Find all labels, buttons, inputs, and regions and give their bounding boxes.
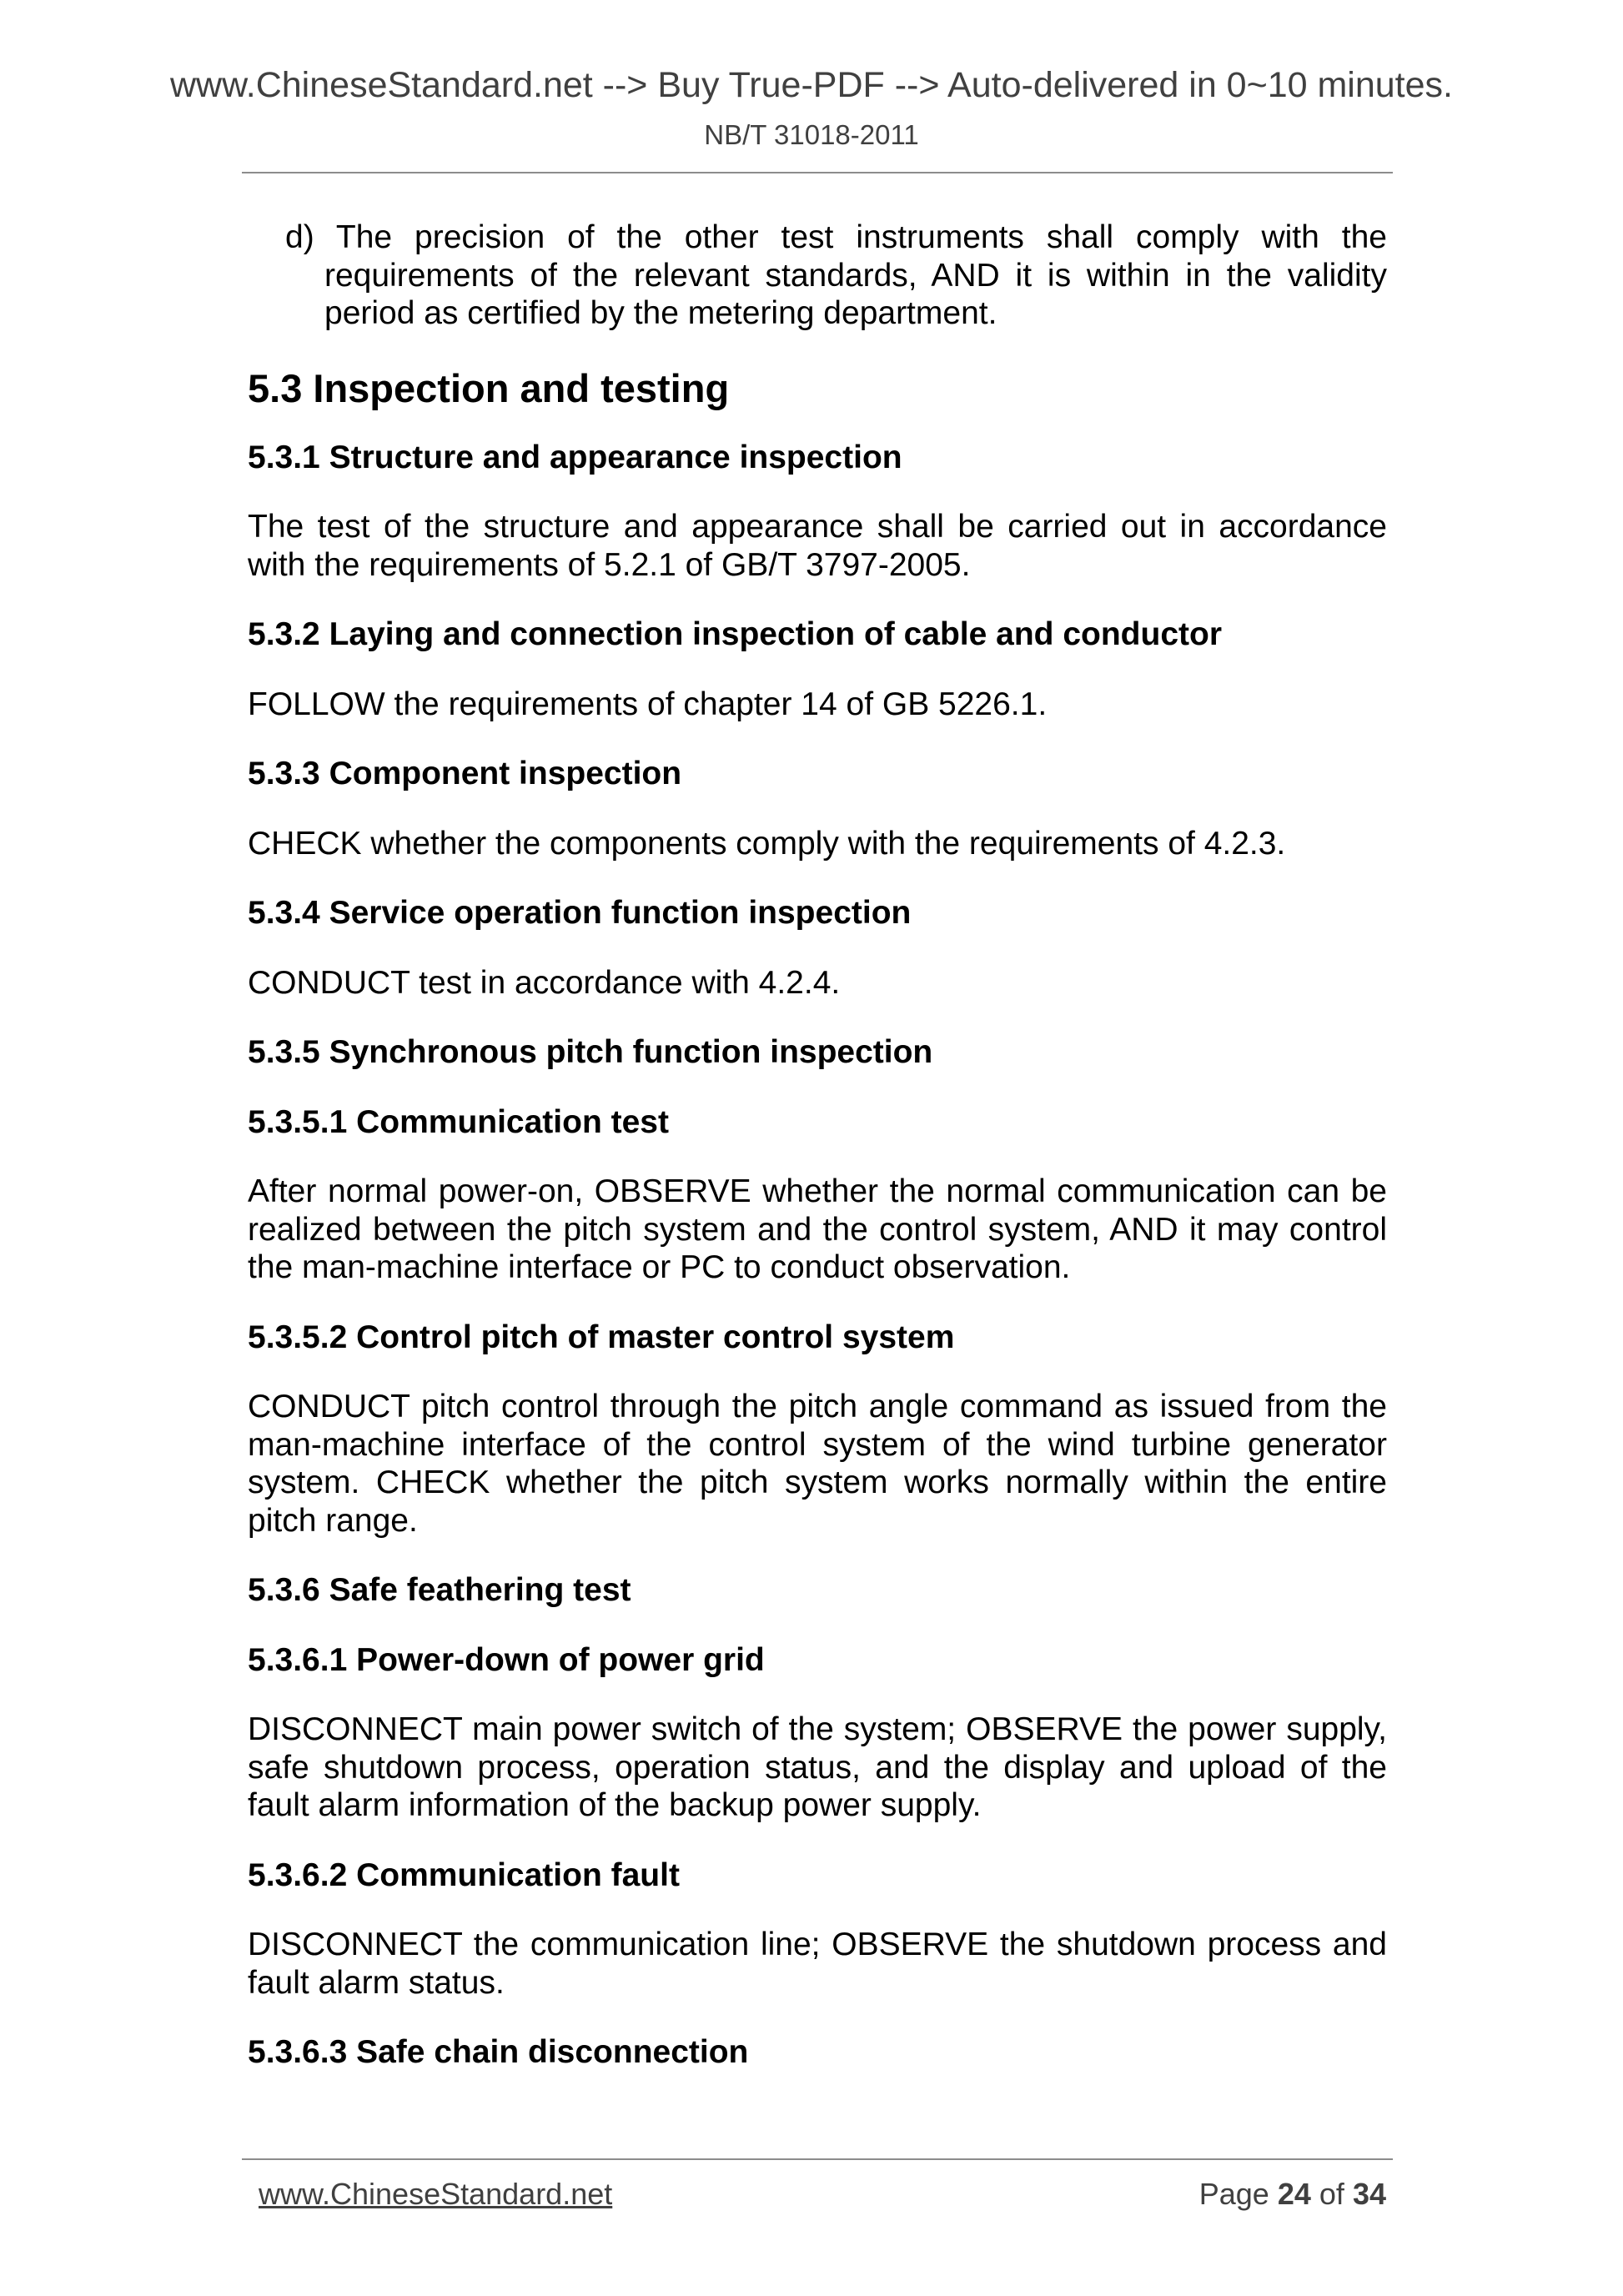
paragraph-5-3-5-2: CONDUCT pitch control through the pitch angle command as issued from the man-machine interface of the control system of the wind turbine generator system. CHECK whether the pitch system works normally within the entire pitch range. bbox=[248, 1389, 1387, 1539]
list-item-d: d) The precision of the other test instruments shall comply with the requirements of the relevant standards, AND it is within in the validity period as certified by the metering department. bbox=[285, 219, 1387, 331]
paragraph-5-3-5-1: After normal power-on, OBSERVE whether the normal communication can be realized between the pitch system and the control system, AND it may control the man-machine interface or PC to conduct observation. bbox=[248, 1173, 1387, 1285]
footer-site-link[interactable]: www.ChineseStandard.net bbox=[259, 2177, 613, 2211]
heading-5-3-2: 5.3.2 Laying and connection inspection of cable and conductor bbox=[248, 616, 1223, 652]
heading-5-3: 5.3 Inspection and testing bbox=[248, 365, 730, 410]
paragraph-5-3-6-1: DISCONNECT main power switch of the system; OBSERVE the power supply, safe shutdown process, operation status, and the display and upload of the fault alarm information of the backup power supply. bbox=[248, 1711, 1387, 1823]
page-indicator bbox=[1199, 2177, 1386, 2212]
page-total: 34 bbox=[1352, 2177, 1386, 2211]
page-content bbox=[248, 219, 1387, 2072]
footer-divider bbox=[242, 2158, 1393, 2160]
paragraph-5-3-3: CHECK whether the components comply with the requirements of 4.2.3. bbox=[248, 825, 1286, 862]
heading-5-3-5-1: 5.3.5.1 Communication test bbox=[248, 1103, 669, 1140]
heading-5-3-6-3: 5.3.6.3 Safe chain disconnection bbox=[248, 2034, 749, 2070]
header-divider bbox=[242, 172, 1393, 173]
paragraph-5-3-2: FOLLOW the requirements of chapter 14 of GB 5226.1. bbox=[248, 686, 1048, 722]
paragraph-5-3-6-2: DISCONNECT the communication line; OBSERVE the shutdown process and fault alarm status. bbox=[248, 1927, 1387, 2001]
paragraph-5-3-4: CONDUCT test in accordance with 4.2.4. bbox=[248, 964, 841, 1001]
page-word: Page bbox=[1198, 2177, 1269, 2211]
page-of: of bbox=[1319, 2177, 1344, 2211]
page-current: 24 bbox=[1277, 2177, 1311, 2211]
document-number: NB/T 31018-2011 bbox=[704, 119, 919, 150]
heading-5-3-5: 5.3.5 Synchronous pitch function inspection bbox=[248, 1034, 933, 1070]
heading-5-3-5-2: 5.3.5.2 Control pitch of master control system bbox=[248, 1319, 955, 1355]
heading-5-3-6-2: 5.3.6.2 Communication fault bbox=[248, 1856, 680, 1893]
heading-5-3-4: 5.3.4 Service operation function inspection bbox=[248, 895, 912, 931]
heading-5-3-1: 5.3.1 Structure and appearance inspection bbox=[248, 439, 902, 475]
heading-5-3-6: 5.3.6 Safe feathering test bbox=[248, 1572, 631, 1608]
heading-5-3-3: 5.3.3 Component inspection bbox=[248, 756, 682, 791]
paragraph-5-3-1: The test of the structure and appearance shall be carried out in accordance with the requirements of 5.2.1 of GB/T 3797-2005. bbox=[248, 509, 1387, 583]
heading-5-3-6-1: 5.3.6.1 Power-down of power grid bbox=[248, 1641, 765, 1678]
header-banner: www.ChineseStandard.net --> Buy True-PDF --> Auto-delivered in 0~10 minutes. bbox=[169, 65, 1453, 105]
